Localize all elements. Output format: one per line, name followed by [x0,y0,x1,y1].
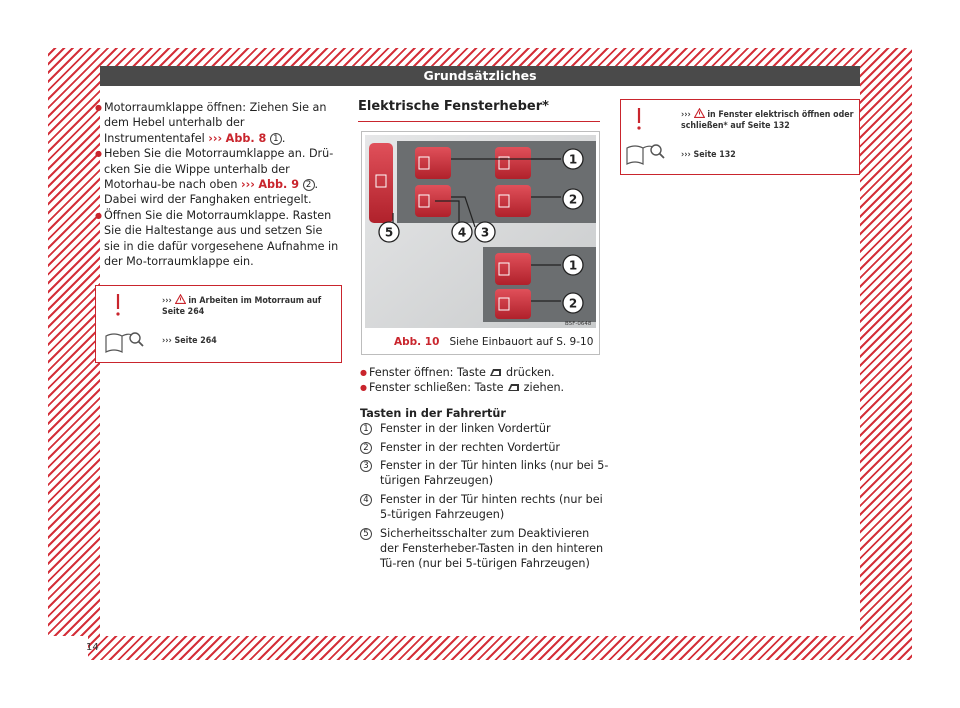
item-number: 5 [360,528,372,540]
section-title: Elektrische Fensterheber* [358,99,600,122]
callout-badge: 1 [270,133,282,145]
warning-line-2[interactable]: ››› Seite 132 [681,150,736,160]
callout-2-bottom: 2 [568,296,578,311]
figure-window-switches [361,131,600,355]
bullet-text: Motorraumklappe öffnen: Ziehen Sie an dem Hebel unterhalb der Instrumententafel [104,101,327,145]
list-item-3 [360,458,610,489]
warning-ref-text[interactable]: in Arbeiten im Motorraum auf [188,296,322,306]
bullet-text: Fenster schließen: Taste [369,381,508,395]
item-text: Fenster in der Tür hinten rechts (nur bei 5-türigen Fahrzeugen) [380,492,603,522]
page-header: Grundsätzliches [100,66,860,86]
warning-box-fenster [620,99,860,175]
figure-ref-link[interactable]: Abb. 9 [258,178,299,192]
subheading: Tasten in der Fahrertür [360,406,506,420]
small-warning-triangle-icon [694,108,705,118]
bullet-1 [95,100,340,146]
figure-caption [362,336,599,348]
page-number-area [48,636,88,660]
callout-2-top: 2 [568,192,578,207]
list-item-5 [360,526,610,572]
warning-line-1 [681,108,857,132]
window-open-icon [489,367,502,377]
window-switch-illustration [365,135,596,328]
window-close-icon [507,382,520,392]
safety-switch [369,143,393,223]
figure-ref-link[interactable]: Abb. 8 [225,131,267,145]
callout-1-bottom: 1 [568,258,578,273]
middle-column [358,99,600,122]
item-text: Fenster in der Tür hinten links (nur bei 5-türigen Fahrzeugen) [380,459,609,488]
bullet-text-end: . [281,131,286,145]
item-number: 4 [360,494,372,506]
bullet-text-end: drücken. [502,366,555,379]
bullet-text-end: ziehen. [520,381,565,395]
item-text: Fenster in der linken Vordertür [380,422,551,436]
figure-code: B5F-0648 [565,321,592,327]
small-warning-triangle-icon [175,294,186,304]
callout-1-top: 1 [568,152,578,167]
callout-4: 4 [457,225,467,240]
bullet-text-end: . Dabei wird der Fanghaken entriegelt. [104,178,319,207]
manual-book-icon [104,330,144,354]
manual-book-icon [625,142,665,166]
warning-triangle-icon [625,106,653,132]
bullet-text: Öffnen Sie die Motorraumklappe. Rasten Sie die Haltestange aus und setzen Sie sie in die dafür vorgesehene Aufnahme in der Mo-torraumklappe ein. [104,208,339,269]
callout-3: 3 [480,225,490,240]
page-number: 14 [86,642,99,653]
bullet-open [360,365,610,380]
list-item-2 [360,440,610,455]
bullet-text: Fenster öffnen: Taste [369,366,490,379]
warning-box-motorraum [95,285,342,363]
caption-text: Siehe Einbauort auf S. 9-10 [449,336,594,348]
ref-arrow: ››› [681,110,691,120]
warning-line-2[interactable]: ››› Seite 264 [162,336,217,346]
switch-list-section [360,365,610,572]
ref-arrow: ››› [208,131,223,145]
callout-5: 5 [384,225,394,240]
ref-arrow: ››› [162,296,172,306]
list-item-4 [360,492,610,523]
list-item-1 [360,421,610,436]
figure-photo [365,135,596,328]
warning-triangle-icon [104,292,132,318]
ref-arrow: ››› [240,178,255,192]
left-column [95,100,340,269]
item-number: 1 [360,423,372,435]
bullet-close [360,380,610,395]
bullet-2 [95,146,340,208]
warning-ref-text[interactable]: in Fenster elektrisch öffnen oder [707,110,854,120]
callout-badge: 2 [303,179,315,191]
caption-label: Abb. 10 [394,336,440,348]
item-number: 3 [360,460,372,472]
warning-ref-page[interactable]: schließen* auf Seite 132 [681,121,790,131]
item-number: 2 [360,442,372,454]
item-text: Fenster in der rechten Vordertür [380,440,561,454]
warning-line-1 [162,294,337,318]
bullet-3 [95,208,340,270]
warning-ref-page[interactable]: Seite 264 [162,307,205,317]
item-text: Sicherheitsschalter zum Deaktivieren der Fensterheber-Tasten in den hinteren Tü-ren (nur bei 5-türigen Fahrzeugen) [380,526,604,571]
bullet-text: Heben Sie die Motorraumklappe an. Drü-cken Sie die Wippe unterhalb der Motorhau-be nach oben [104,147,334,192]
